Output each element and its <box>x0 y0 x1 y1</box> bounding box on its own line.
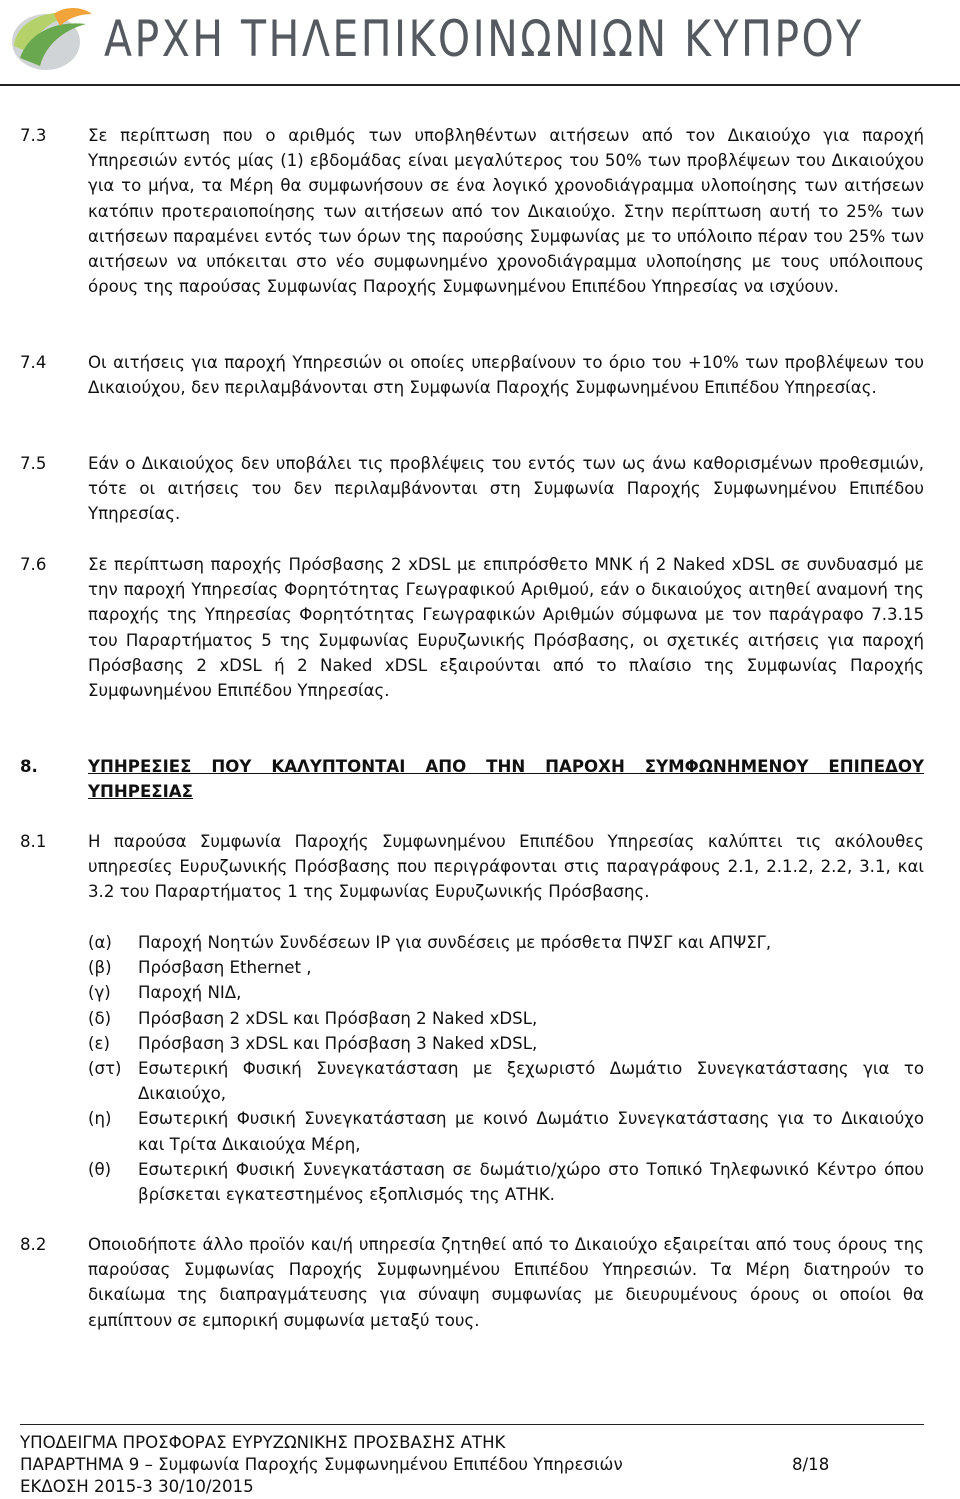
footer-line <box>20 1454 924 1476</box>
list-item <box>88 1031 924 1056</box>
list-item <box>88 955 924 980</box>
list-item-label: (ε) <box>88 1033 110 1053</box>
section-text: Σε περίπτωση που ο αριθμός των υποβληθέντων αιτήσεων από τον Δικαιούχο για παροχή Υπηρεσιών εντός μίας (1) εβδομάδας είναι μεγαλύτερος του 50% των προβλέψεων του Δικαιούχου για το μήνα, τα Μέρη θα συμφωνήσουν σε ένα λογικό χρονοδιάγραμμα υλοποίησης των αιτήσεων κατόπιν προτεραιοποίησης των αιτήσεων από τον Δικαιούχο. Στην περίπτωση αυτή το 25% των αιτήσεων παραμένει εντός των όρων της παρούσης Συμφωνίας με το υπόλοιπο πέραν του 25% των αιτήσεων να υπόκειται στο νέο συμφωνημένο χρονοδιάγραμμα υλοποίησης με τους υπόλοιπους όρους της παρούσας Συμφωνίας Παροχής Συμφωνημένου Επιπέδου Υπηρεσίας να ισχύουν. <box>88 126 924 297</box>
section-8-heading <box>20 754 924 804</box>
list-item <box>88 1106 924 1156</box>
footer-annex-title: ΠΑΡΑΡΤΗΜΑ 9 – Συμφωνία Παροχής Συμφωνημένου Επιπέδου Υπηρεσιών <box>20 1455 623 1474</box>
list-item <box>88 1157 924 1207</box>
section-number: 8. <box>20 757 38 776</box>
list-item-label: (η) <box>88 1109 112 1129</box>
section-heading: ΥΠΗΡΕΣΙΕΣ ΠΟΥ ΚΑΛΥΠΤΟΝΤΑΙ ΑΠΟ ΤΗΝ ΠΑΡΟΧΗ ΣΥΜΦΩΝΗΜΕΝΟΥ ΕΠΙΠΕΔΟΥ ΥΠΗΡΕΣΙΑΣ <box>88 757 924 802</box>
section-7-4 <box>20 350 924 400</box>
section-text: Σε περίπτωση παροχής Πρόσβασης 2 xDSL με επιπρόσθετο MNK ή 2 Naked xDSL σε συνδυασμό με την παροχή Υπηρεσίας Φορητότητας Γεωγραφικού Αριθμού, εάν ο δικαιούχος αιτηθεί αναμονή της παροχής της Υπηρεσίας Φορητότητας Γεωγραφικών Αριθμών σύμφωνα με τον παράγραφο 7.3.15 του Παραρτήματος 5 της Συμφωνίας Ευρυζωνικής Πρόσβασης, οι σχετικές αιτήσεις για παροχή Πρόσβασης 2 xDSL ή 2 Naked xDSL εξαιρούνται από το πλαίσιο της Συμφωνίας Παροχής Συμφωνημένου Επιπέδου Υπηρεσίας. <box>88 555 924 701</box>
section-text: Η παρούσα Συμφωνία Παροχής Συμφωνημένου Επιπέδου Υπηρεσίας καλύπτει τις ακόλουθες υπηρεσίες Ευρυζωνικής Πρόσβασης που περιγράφονται στις παραγράφους 2.1, 2.1.2, 2.2, 3.1, και 3.2 του Παραρτήματος 1 της Συμφωνίας Ευρυζωνικής Πρόσβασης. <box>88 832 924 902</box>
list-item-text: Πρόσβαση Ethernet , <box>138 958 312 978</box>
list-item-label: (α) <box>88 933 112 952</box>
section-number: 7.4 <box>20 353 47 372</box>
list-item-text: Πρόσβαση 3 xDSL και Πρόσβαση 3 Naked xDSL, <box>138 1033 538 1053</box>
organization-name: ΑΡΧΗ ΤΗΛΕΠΙΚΟΙΝΩΝΙΩΝ ΚΥΠΡΟΥ <box>104 10 864 68</box>
section-8-2 <box>20 1232 924 1333</box>
footer-divider <box>20 1424 924 1425</box>
page-footer <box>20 1432 924 1498</box>
section-8-1 <box>20 829 924 905</box>
section-text: Οποιοδήποτε άλλο προϊόν και/ή υπηρεσία ζητηθεί από το Δικαιούχο εξαιρείται από τους όρους της παρούσας Συμφωνίας Παροχής Συμφωνημένου Επιπέδου Υπηρεσιών. Τα Μέρη διατηρούν το δικαίωμα της διαπραγμάτευσης για σύναψη συμφωνίας με διευρυμένους όρους οι οποίοι θα εμπίπτουν σε εμπορική συμφωνία μεταξύ τους. <box>88 1235 924 1330</box>
section-7-5 <box>20 451 924 527</box>
section-number: 7.5 <box>20 454 47 473</box>
list-item <box>88 1056 924 1106</box>
page-number: 8/18 <box>792 1455 830 1474</box>
footer-line <box>20 1476 924 1498</box>
section-number: 8.1 <box>20 832 47 851</box>
list-item-text: Εσωτερική Φυσική Συνεγκατάσταση σε δωμάτιο/χώρο στο Τοπικό Τηλεφωνικό Κέντρο όπου βρίσκεται εγκατεστημένος εξοπλισμός της ΑΤΗΚ. <box>138 1159 924 1205</box>
list-item-text: Παροχή Νοητών Συνδέσεων IP για συνδέσεις με πρόσθετα ΠΨΣΓ και ΑΠΨΣΓ, <box>138 933 772 952</box>
list-item-text: Παροχή ΝΙΔ, <box>138 983 242 1003</box>
footer-edition: ΕΚΔΟΣΗ 2015-3 30/10/2015 <box>20 1477 254 1496</box>
list-item-text: Εσωτερική Φυσική Συνεγκατάσταση με κοινό Δωμάτιο Συνεγκατάστασης για το Δικαιούχο και Τρίτα Δικαιούχα Μέρη, <box>138 1109 924 1154</box>
list-item-label: (δ) <box>88 1008 112 1028</box>
list-item-text: Πρόσβαση 2 xDSL και Πρόσβαση 2 Naked xDSL, <box>138 1008 538 1028</box>
list-item <box>88 1006 924 1031</box>
section-number: 8.2 <box>20 1235 47 1254</box>
footer-line <box>20 1432 924 1454</box>
services-list <box>88 930 924 1207</box>
list-item <box>88 930 924 955</box>
page-header <box>0 0 960 86</box>
section-number: 7.6 <box>20 555 47 574</box>
list-item-label: (γ) <box>88 983 111 1003</box>
section-text: Οι αιτήσεις για παροχή Υπηρεσιών οι οποίες υπερβαίνουν το όριο του +10% των προβλέψεων του Δικαιούχου, δεν περιλαμβάνονται στη Συμφωνία Παροχής Συμφωνημένου Επιπέδου Υπηρεσίας. <box>88 353 924 398</box>
list-item-label: (β) <box>88 958 112 978</box>
section-7-6 <box>20 552 924 703</box>
section-text: Εάν ο Δικαιούχος δεν υποβάλει τις προβλέψεις του εντός των ως άνω καθορισμένων προθεσμιών, τότε οι αιτήσεις του δεν περιλαμβάνονται στη Συμφωνία Παροχής Συμφωνημένου Επιπέδου Υπηρεσίας. <box>88 454 924 524</box>
section-number: 7.3 <box>20 126 47 145</box>
section-7-3 <box>20 123 924 299</box>
list-item-text: Εσωτερική Φυσική Συνεγκατάσταση με ξεχωριστό Δωμάτιο Συνεγκατάστασης για το Δικαιούχο, <box>138 1059 924 1104</box>
header-divider <box>0 84 960 86</box>
list-item <box>88 980 924 1005</box>
footer-document-title: ΥΠΟΔΕΙΓΜΑ ΠΡΟΣΦΟΡΑΣ ΕΥΡΥΖΩΝΙΚΗΣ ΠΡΟΣΒΑΣΗΣ ΑΤΗΚ <box>20 1433 506 1452</box>
organization-logo <box>6 4 96 74</box>
list-item-label: (θ) <box>88 1159 112 1179</box>
list-item-label: (στ) <box>88 1059 122 1079</box>
